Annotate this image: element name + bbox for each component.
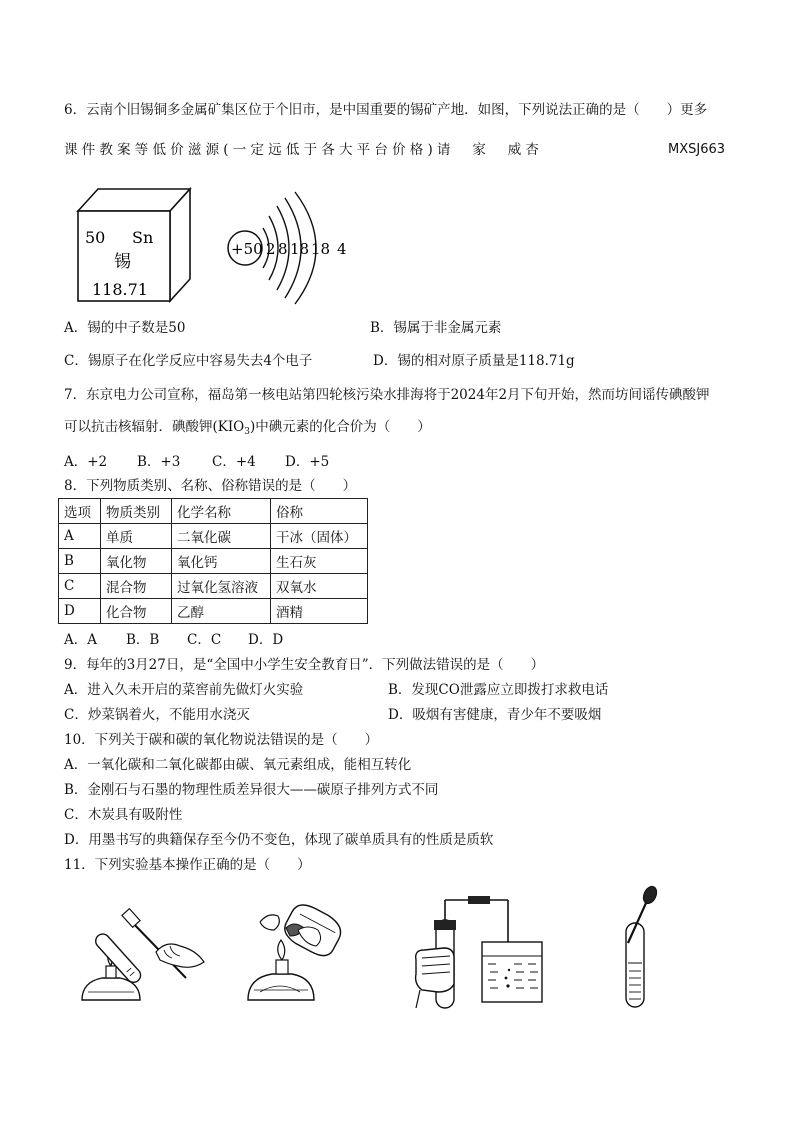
q8-option-d: D．D (248, 632, 284, 648)
q6-option-c: C．锡原子在化学反应中容易失去4个电子 (64, 353, 313, 369)
q9-stem: 9．每年的3月27日，是“全国中小学生安全教育日”．下列做法错误的是（ ） (64, 657, 545, 673)
tin-atom-structure-diagram (225, 188, 355, 308)
table-cell: 二氧化碳 (172, 524, 271, 549)
dropper-usage-illustration (610, 885, 670, 1013)
table-cell: 乙醇 (172, 599, 271, 624)
q6-option-b: B．锡属于非金属元素 (370, 320, 502, 336)
q6-option-d: D．锡的相对原子质量是118.71g (373, 353, 575, 369)
table-cell: 氧化钙 (172, 549, 271, 574)
q7-stem-line2: 可以抗击核辐射．碘酸钾$(KIO_3)$中碘元素的化合价为（ ） (64, 419, 431, 437)
table-header-cell: 物质类别 (101, 499, 172, 524)
q8-option-a: A．A (64, 632, 97, 648)
q8-option-b: B．B (126, 632, 160, 648)
q6-ad-code: MXSJ663 (668, 142, 726, 157)
table-cell: D (59, 599, 101, 624)
table-cell: C (59, 574, 101, 599)
q10-option-d: D．用墨书写的典籍保存至今仍不变色，体现了碳单质具有的性质是质软 (64, 832, 494, 848)
q9-option-b: B．发现CO泄露应立即拨打求救电话 (388, 682, 609, 698)
q9-option-c: C．炒菜锅着火，不能用水浇灭 (64, 707, 250, 723)
q6-option-a: A．锡的中子数是50 (64, 320, 186, 336)
table-cell: 化合物 (101, 599, 172, 624)
element-symbol: Sn (132, 228, 154, 247)
table-cell: 双氧水 (271, 574, 368, 599)
table-row (59, 549, 368, 574)
table-cell: 干冰（固体） (271, 524, 368, 549)
q7-option-a: A．+2 (64, 454, 108, 470)
tin-element-card (70, 183, 200, 303)
shell-3-electrons: 18 (290, 240, 310, 258)
table-row (59, 599, 368, 624)
q8-table (58, 498, 368, 624)
q10-option-a: A．一氧化碳和二氧化碳都由碳、氧元素组成，能相互转化 (64, 757, 412, 773)
test-tube-heating-illustration (74, 900, 209, 1015)
q11-stem: 11．下列实验基本操作正确的是（ ） (64, 857, 311, 873)
element-atomic-number: 50 (85, 228, 106, 247)
table-header-cell: 化学名称 (172, 499, 271, 524)
q7-option-d: D．+5 (285, 454, 330, 470)
q10-stem: 10．下列关于碳和碳的氧化物说法错误的是（ ） (64, 732, 379, 748)
q6-ad-line: 课件教案等低价滋源(一定远低于各大平台价格)请 家 威杏 (64, 142, 544, 158)
table-header-cell: 选项 (59, 499, 101, 524)
airtightness-check-illustration (410, 888, 560, 1013)
q8-option-c: C．C (187, 632, 222, 648)
q7-stem-line1: 7．东京电力公司宣称，福岛第一核电站第四轮核污染水排海将于2024年2月下旬开始，然而坊间谣传碘酸钾 (64, 387, 710, 403)
table-row (59, 574, 368, 599)
shell-1-electrons: 2 (266, 240, 276, 258)
q8-stem: 8．下列物质类别、名称、俗称错误的是（ ） (64, 478, 357, 494)
element-name: 锡 (114, 252, 131, 272)
shell-5-electrons: 4 (337, 240, 347, 258)
q9-option-a: A．进入久未开启的菜窖前先做灯火实验 (64, 682, 304, 698)
table-cell: 单质 (101, 524, 172, 549)
table-cell: 氧化物 (101, 549, 172, 574)
table-cell: B (59, 549, 101, 574)
table-cell: 混合物 (101, 574, 172, 599)
q10-option-c: C．木炭具有吸附性 (64, 807, 183, 823)
shell-4-electrons: 18 (311, 240, 331, 258)
table-row (59, 524, 368, 549)
alcohol-lamp-lighting-illustration (238, 900, 358, 1015)
q10-option-b: B．金刚石与石墨的物理性质差异很大——碳原子排列方式不同 (64, 782, 439, 798)
q7-option-c: C．+4 (212, 454, 256, 470)
table-header-row (59, 499, 368, 524)
table-cell: 酒精 (271, 599, 368, 624)
q6-stem: 6．云南个旧锡铜多金属矿集区位于个旧市，是中国重要的锡矿产地．如图，下列说法正确的是（ ）更多 (64, 102, 708, 118)
table-cell: 过氧化氢溶液 (172, 574, 271, 599)
q7-option-b: B．+3 (137, 454, 181, 470)
table-cell: 生石灰 (271, 549, 368, 574)
nucleus-charge: +50 (231, 240, 263, 258)
shell-2-electrons: 8 (278, 240, 288, 258)
table-cell: A (59, 524, 101, 549)
table-header-cell: 俗称 (271, 499, 368, 524)
q9-option-d: D．吸烟有害健康，青少年不要吸烟 (388, 707, 602, 723)
element-mass: 118.71 (92, 280, 148, 299)
